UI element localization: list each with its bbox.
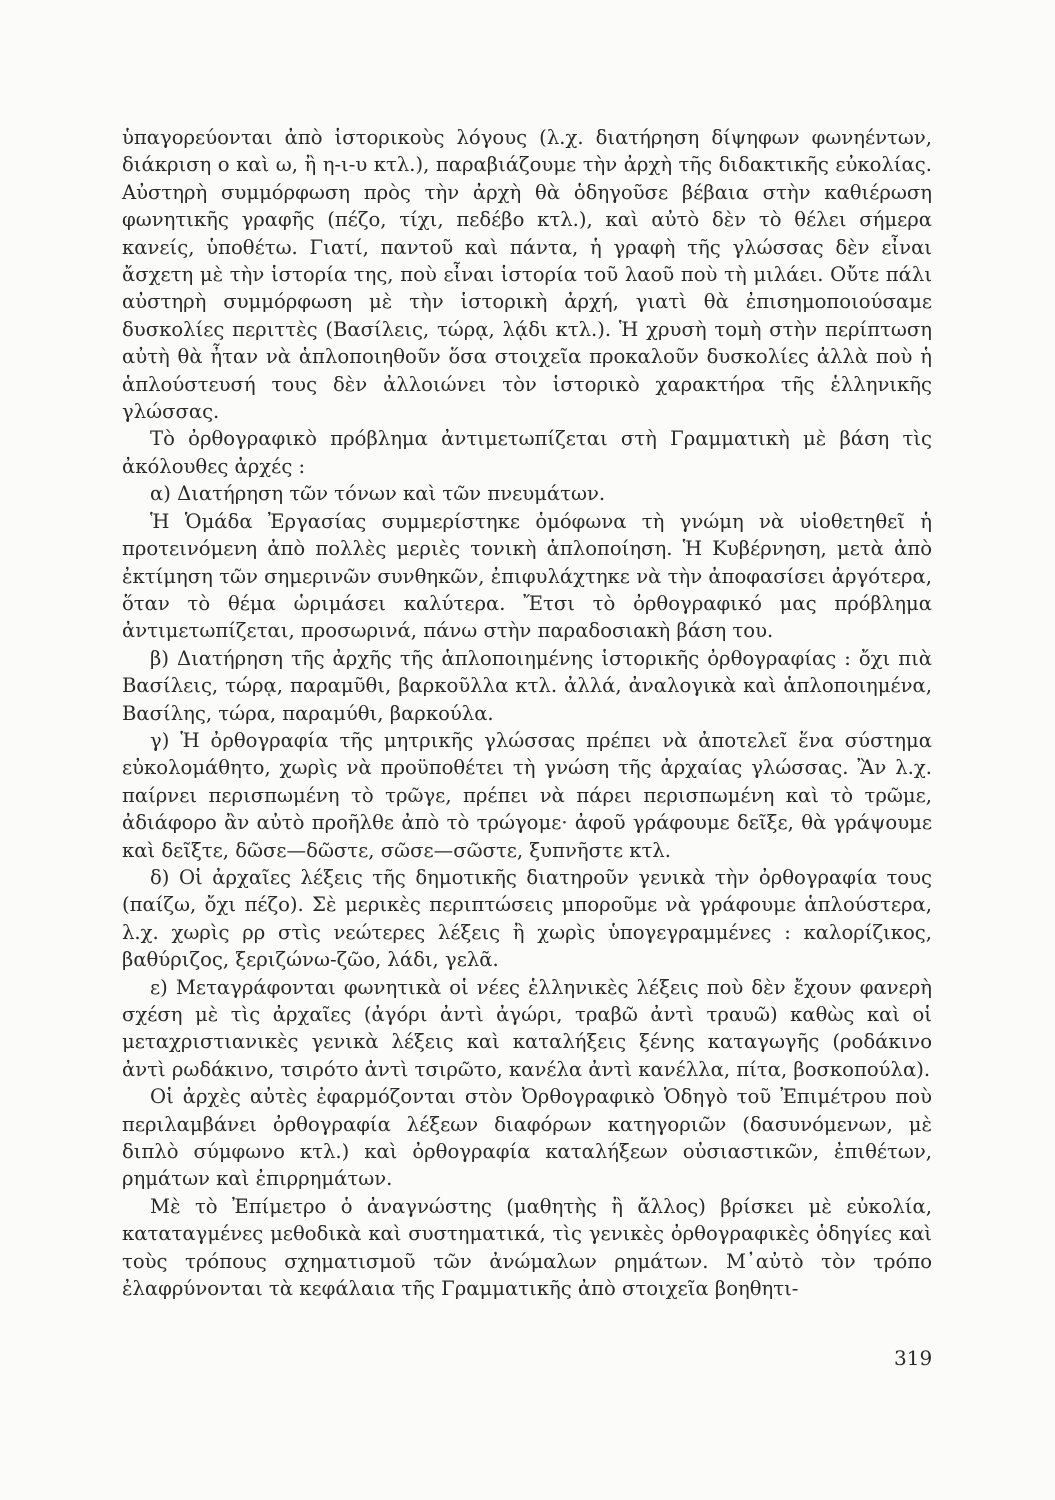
principle-e: ε) Μεταγράφονται φωνητικὰ οἱ νέες ἑλληνικὲς λέξεις ποὺ δὲν ἔχουν φανερὴ σχέση μὲ τὶς ἀρχαῖες (ἀγόρι ἀντὶ ἀγώρι, τραβῶ ἀντὶ τραυῶ) καθὼς καὶ οἱ μεταχριστιανικὲς γενικὰ λέξεις καὶ καταλήξεις ξένης καταγωγῆς (ροδάκινο ἀντὶ ρωδάκινο, τσιρότο ἀντὶ τσιρῶτο, κανέλα ἀντὶ κανέλλα, πίτα, βοσκοπούλα). [122,975,932,1081]
page-number: 319 [894,1346,933,1370]
page-body [122,124,932,1302]
principle-c: γ) Ἡ ὀρθογραφία τῆς μητρικῆς γλώσσας πρέπει νὰ ἀποτελεῖ ἕνα σύστημα εὐκολομάθητο, χωρὶς νὰ προϋποθέτει τὴ γνώση τῆς ἀρχαίας γλώσσας. Ἂν λ.χ. παίρνει περισπωμένη τὸ τρῶγε, πρέπει νὰ πάρει περισπωμένη καὶ τὸ τρῶμε, ἀδιάφορο ἂν αὐτὸ προῆλθε ἀπὸ τὸ τρώγομε· ἀφοῦ γράφουμε δεῖξε, θὰ γράψουμε καὶ δεῖξτε, δῶσε—δῶστε, σῶσε—σῶστε, ξυπνῆστε κτλ. [122,728,932,862]
paragraph-spelling-guide: Οἱ ἀρχὲς αὐτὲς ἐφαρμόζονται στὸν Ὀρθογραφικὸ Ὁδηγὸ τοῦ Ἐπιμέτρου ποὺ περιλαμβάνει ὀρθογραφία λέξεων διαφόρων κατηγοριῶν (δασυνόμενων, μὲ διπλὸ σύμφωνο κτλ.) καὶ ὀρθογραφία καταλήξεων οὐσιαστικῶν, ἐπιθέτων, ρημάτων καὶ ἐπιρρημάτων. [122,1085,932,1191]
principle-d: δ) Οἱ ἀρχαῖες λέξεις τῆς δημοτικῆς διατηροῦν γενικὰ τὴν ὀρθογραφία τους (παίζω, ὄχι πέζο). Σὲ μερικὲς περιπτώσεις μποροῦμε νὰ γράφουμε ἁπλούστερα, λ.χ. χωρὶς ρρ στὶς νεώτερες λέξεις ἢ χωρὶς ὑπογεγραμμένες : καλορίζικος, βαθύριζος, ξεριζώνω-ζῶο, λάδι, γελᾶ. [122,865,932,972]
paragraph-historical-principle: ὑπαγορεύονται ἀπὸ ἱστορικοὺς λόγους (λ.χ. διατήρηση δίψηφων φωνηέντων, διάκριση ο καὶ ω, ἢ η-ι-υ κτλ.), παραβιάζουμε τὴν ἀρχὴ τῆς διδακτικῆς εὐκολίας. Αὐστηρὴ συμμόρφωση πρὸς τὴν ἀρχὴ θὰ ὁδηγοῦσε βέβαια στὴν καθιέρωση φωνητικῆς γραφῆς (πέζο, τίχι, πεδέβο κτλ.), καὶ αὐτὸ δὲν τὸ θέλει σήμερα κανείς, ὑποθέτω. Γιατί, παντοῦ καὶ πάντα, ἡ γραφὴ τῆς γλώσσας δὲν εἶναι ἄσχετη μὲ τὴν ἱστορία της, ποὺ εἶναι ἱστορία τοῦ λαοῦ ποὺ τὴ μιλάει. Οὔτε πάλι αὐστηρὴ συμμόρφωση μὲ τὴν ἱστορικὴ ἀρχή, γιατὶ θὰ ἐπισημοποιούσαμε δυσκολίες περιττὲς (Βασίλεις, τώρᾳ, λᾴδι κτλ.). Ἡ χρυσὴ τομὴ στὴν περίπτωση αὐτὴ θὰ ἦταν νὰ ἁπλοποιηθοῦν ὅσα στοιχεῖα προκαλοῦν δυσκολίες ἀλλὰ ποὺ ἡ ἁπλούστευσή τους δὲν ἀλλοιώνει τὸν ἱστορικὸ χαρακτήρα τῆς ἑλληνικῆς γλώσσας. [122,126,932,424]
paragraph-orthographic-problem: Τὸ ὀρθογραφικὸ πρόβλημα ἀντιμετωπίζεται στὴ Γραμματικὴ μὲ βάση τὶς ἀκόλουθες ἀρχές : [122,427,932,478]
principle-b: β) Διατήρηση τῆς ἀρχῆς τῆς ἁπλοποιημένης ἱστορικῆς ὀρθογραφίας : ὄχι πιὰ Βασίλεις, τώρᾳ, παραμῦθι, βαρκοῦλλα κτλ. ἀλλά, ἀναλογικὰ καὶ ἁπλοποιημένα, Βασίλης, τώρα, παραμύθι, βαρκούλα. [122,646,932,725]
paragraph-appendix-reader: Μὲ τὸ Ἐπίμετρο ὁ ἀναγνώστης (μαθητὴς ἢ ἄλλος) βρίσκει μὲ εὐκολία, καταταγμένες μεθοδικὰ καὶ συστηματικά, τὶς γενικὲς ὀρθογραφικὲς ὁδηγίες καὶ τοὺς τρόπους σχηματισμοῦ τῶν ἀνώμαλων ρημάτων. Μ᾿αὐτὸ τὸν τρόπο ἐλαφρύνονται τὰ κεφάλαια τῆς Γραμματικῆς ἀπὸ στοιχεῖα βοηθητι- [122,1194,932,1301]
paragraph-working-group: Ἡ Ὁμάδα Ἐργασίας συμμερίστηκε ὁμόφωνα τὴ γνώμη νὰ υἱοθετηθεῖ ἡ προτεινόμενη ἀπὸ πολλὲς μεριὲς τονικὴ ἁπλοποίηση. Ἡ Κυβέρνηση, μετὰ ἀπὸ ἐκτίμηση τῶν σημερινῶν συνθηκῶν, ἐπιφυλάχτηκε νὰ τὴν ἀποφασίσει ἀργότερα, ὅταν τὸ θέμα ὡριμάσει καλύτερα. Ἔτσι τὸ ὀρθογραφικό μας πρόβλημα ἀντιμετωπίζεται, προσωρινά, πάνω στὴν παραδοσιακὴ βάση του. [122,509,932,643]
principle-a-heading: α) Διατήρηση τῶν τόνων καὶ τῶν πνευμάτων. [150,482,606,506]
